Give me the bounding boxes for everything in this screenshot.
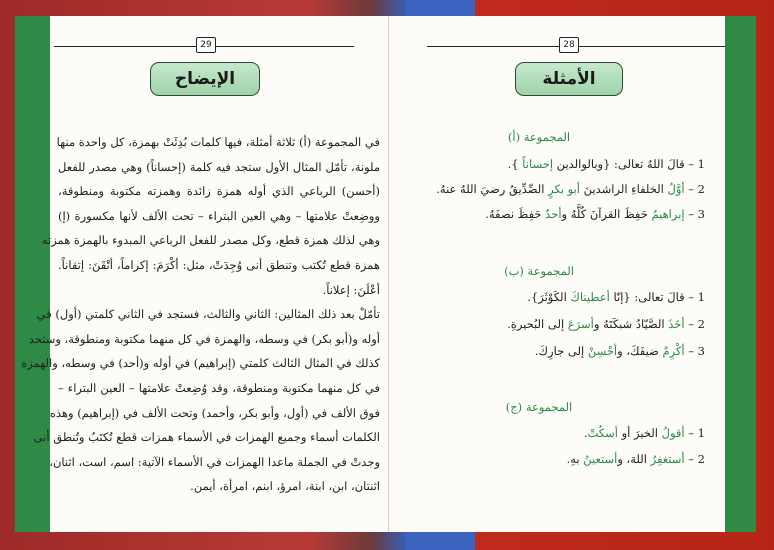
right-page bbox=[388, 16, 725, 532]
example-text: }. bbox=[507, 157, 523, 171]
example-item bbox=[535, 344, 705, 358]
group-heading: المجموعة (ج) bbox=[505, 400, 573, 414]
highlighted-hamza-word: أكْرِمْ bbox=[662, 344, 685, 358]
example-item bbox=[436, 182, 705, 196]
example-item bbox=[485, 207, 705, 221]
example-text: 2 – bbox=[684, 317, 705, 331]
example-text: بهِ. bbox=[566, 452, 584, 466]
section-title: الأمثلة bbox=[515, 62, 623, 96]
example-item bbox=[527, 290, 705, 304]
page-number: 28 bbox=[559, 37, 579, 53]
example-text: حَفِظَ نصفَهُ. bbox=[485, 207, 546, 221]
example-text: الخيرَ أو bbox=[617, 426, 662, 440]
example-text: . bbox=[583, 426, 588, 440]
example-text: إلى البُحيرةِ. bbox=[507, 317, 568, 331]
paragraph-line: اثنتان، ابن، ابنة، امرؤ، ابنم، امرأة، أيمن. bbox=[190, 479, 380, 494]
example-text: إلى جارِكَ. bbox=[534, 344, 588, 358]
section-title: الإيضاح bbox=[150, 62, 260, 96]
example-text: 2 – bbox=[684, 452, 705, 466]
paragraph-line: في المجموعة (أ) ثلاثة أمثلة، فيها كلمات بُدِئَتْ بهمزة، كل واحدة منها bbox=[56, 135, 380, 149]
highlighted-hamza-word: أستعينُ bbox=[583, 452, 618, 466]
example-item bbox=[567, 452, 705, 466]
paragraph-line: أعْلَنَ: إعلاناً. bbox=[322, 282, 380, 297]
example-text: 3 – bbox=[684, 344, 705, 358]
highlighted-hamza-word: أوَّلُ bbox=[667, 182, 685, 196]
paragraph-line: فوق الألف في (أول، وأبو بكر، وأحمد) وتحت الألف في (إبراهيم) وهذه bbox=[49, 405, 380, 420]
example-text: الخلفاءِ الراشدينَ bbox=[580, 182, 668, 196]
example-text: الصَّيّادُ شبكَتَهُ و bbox=[593, 317, 669, 331]
paragraph-line: همزة قطع تُكتب وتنطق أنى وُجِدَتْ، مثل: أكْرَمَ: إكراماً، أتْقَنَ: إتقاناً. bbox=[58, 258, 380, 272]
left-page bbox=[21, 16, 388, 532]
example-text: حَفِظَ القرآنَ كُلَّهُ و bbox=[561, 207, 652, 221]
example-text: الكَوْثَرَ}. bbox=[527, 290, 571, 304]
paragraph-line: في كل منهما مكتوبة ومنطوقة، وقد وُضِعتْ علامتها – العين البتراء – bbox=[58, 381, 380, 395]
highlighted-hamza-word: أسكُتْ bbox=[587, 426, 618, 440]
paragraph-line: (أحسن) الرباعي الذي أوله همزة زائدة وهمزته مكتوبة ومنطوقة، bbox=[58, 184, 380, 199]
highlighted-hamza-word: أستغفِرُ bbox=[650, 452, 685, 466]
paragraph-line: ملونة، تأمّل المثال الأول ستجد فيه كلمة (إحساناً) وهي مصدر للفعل bbox=[58, 159, 380, 174]
page-edge-strip-left bbox=[15, 16, 50, 532]
highlighted-hamza-word: إبراهيمُ bbox=[651, 207, 685, 221]
paragraph-line: ووضِعتْ علامتها – وهي العين البتراء – تحت الألف لأنها مكسورة (إ) bbox=[58, 208, 380, 223]
example-text: 1 – قالَ اللهُ تعالى: {وبالوالدين bbox=[553, 157, 705, 171]
highlighted-hamza-word: أسرَعَ bbox=[567, 317, 594, 331]
cover-blue-patch-bottom bbox=[405, 532, 475, 550]
example-text: 2 – bbox=[684, 182, 705, 196]
highlighted-hamza-word: إحساناً bbox=[522, 157, 554, 171]
page-number: 29 bbox=[196, 37, 216, 53]
example-text: 1 – bbox=[684, 426, 705, 440]
example-text: اللهَ، و bbox=[617, 452, 651, 466]
highlighted-hamza-word: أحدٌ bbox=[545, 207, 562, 221]
highlighted-hamza-word: أحْسِنْ bbox=[587, 344, 618, 358]
highlighted-hamza-word: أخَذَ bbox=[668, 317, 685, 331]
paragraph-line: أوله و(أبو بكر) في وسطه، والهمزة في كل منهما مكتوبة ومنطوقة، وستجد bbox=[28, 331, 380, 346]
example-item bbox=[584, 426, 705, 440]
example-item bbox=[507, 317, 705, 331]
page-edge-strip-right bbox=[724, 16, 756, 532]
group-heading: المجموعة (ب) bbox=[504, 264, 574, 278]
paragraph-line: تأمّلْ بعد ذلك المثالين: الثاني والثالث، فستجد في الثاني كلمتي (أول) في bbox=[36, 307, 380, 322]
group-heading: المجموعة (أ) bbox=[507, 130, 571, 144]
example-text: 1 – قالَ تعالى: {إنّا bbox=[609, 290, 705, 304]
cover-blue-patch-top bbox=[405, 0, 475, 16]
highlighted-hamza-word: أقولُ bbox=[661, 426, 685, 440]
example-item bbox=[508, 157, 705, 171]
paragraph-line: كذلك في المثال الثالث كلمتي (إبراهيم) في أوله و(أحد) في وسطه، والهمزة bbox=[21, 356, 380, 371]
paragraph-line: وهي لذلك همزة قطع، وكل مصدر للفعل الرباعي المبدوء بالهمزة همزته bbox=[41, 233, 380, 248]
paragraph-line: وجدتْ في الجملة ماعدا الهمزات في الأسماء الآتية: اسم، است، اثنان، bbox=[49, 454, 380, 469]
example-text: الصِّدِّيقُ رضيَ اللهُ عنهُ. bbox=[436, 182, 549, 196]
highlighted-hamza-word: أعطيناكَ bbox=[570, 290, 610, 304]
highlighted-hamza-word: أبو بكرٍ bbox=[548, 182, 580, 196]
example-text: 3 – bbox=[684, 207, 705, 221]
paragraph-line: الكلمات أسماء وجميع الهمزات في الأسماء همزات قطع تُكتَبُ وتُنطق أنى bbox=[33, 430, 380, 445]
example-text: ضيفَكَ، و bbox=[617, 344, 663, 358]
